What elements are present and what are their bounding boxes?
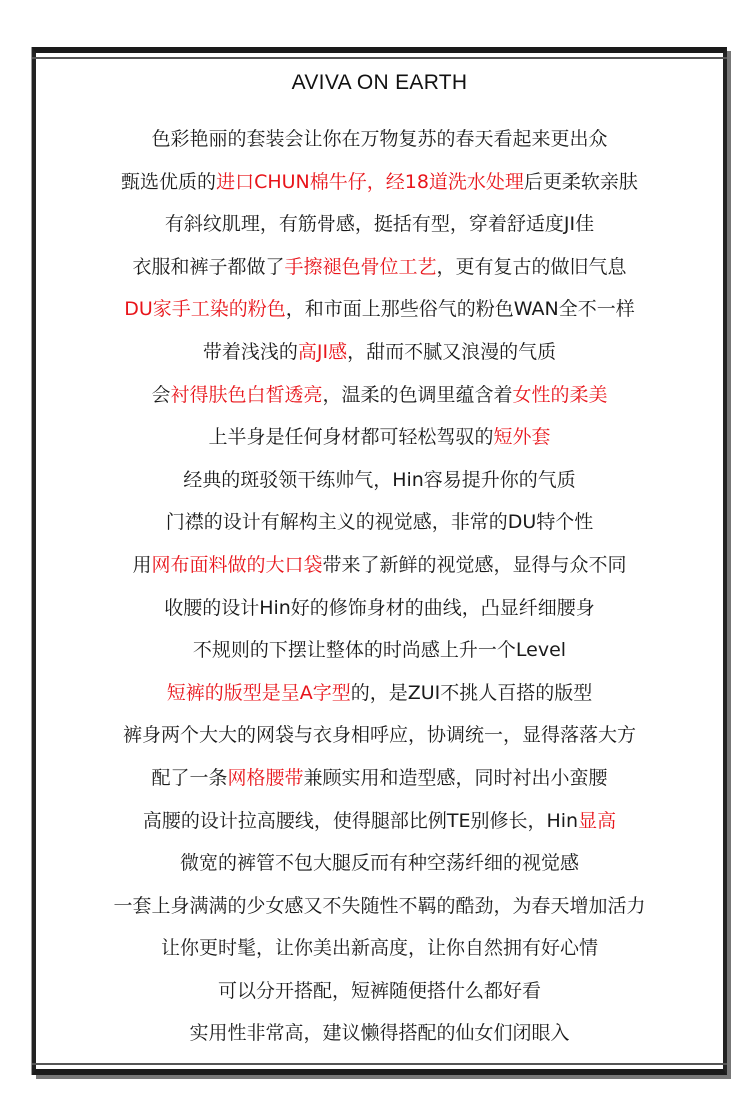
body-text: ，更有复古的做旧气息 [436, 255, 627, 278]
description-line [36, 374, 723, 417]
body-text: 后更柔软亲肤 [523, 170, 638, 193]
body-text: 微宽的裤管不包大腿反而有种空荡纤细的视觉感 [179, 852, 579, 875]
body-text: 经典的斑驳领干练帅气，Hin容易提升你的气质 [183, 468, 576, 491]
description-line [36, 288, 723, 331]
description-line [36, 714, 723, 757]
highlighted-text: 衬得肤色白皙透亮 [170, 383, 323, 406]
description-line [36, 501, 723, 544]
highlighted-text: 短外套 [493, 426, 551, 449]
body-text: 裤身两个大大的网袋与衣身相呼应，协调统一，显得落落大方 [122, 724, 636, 747]
body-text: 上半身是任何身材都可轻松驾驭的 [208, 426, 494, 449]
body-text: 的，是ZUI不挑人百搭的版型 [350, 681, 593, 704]
description-line [36, 416, 723, 459]
body-text: 带着浅浅的 [202, 340, 298, 363]
body-text: 色彩艳丽的套装会让你在万物复苏的春天看起来更出众 [151, 128, 608, 150]
description-line [36, 161, 723, 204]
body-text: 衣服和裤子都做了 [132, 255, 285, 278]
description-lines [36, 118, 723, 1055]
highlighted-text: 网格腰带 [227, 766, 304, 789]
body-text: 一套上身满满的少女感又不失随性不羁的酷劲，为春天增加活力 [113, 894, 646, 917]
description-line [36, 757, 723, 800]
description-line [36, 1012, 723, 1055]
body-text: ，甜而不腻又浪漫的气质 [347, 340, 557, 363]
body-text: 门襟的设计有解构主义的视觉感，非常的DU特个性 [165, 511, 594, 534]
highlighted-text: 手擦褪色骨位工艺 [284, 255, 437, 278]
description-line [36, 544, 723, 587]
body-text: 用 [132, 553, 152, 576]
description-line [36, 203, 723, 246]
description-line [36, 246, 723, 289]
description-line [36, 331, 723, 374]
body-text: 带来了新鲜的视觉感，显得与众不同 [322, 553, 627, 576]
highlighted-text: 女性的柔美 [512, 383, 608, 406]
description-line [36, 800, 723, 843]
text-frame [32, 47, 727, 1075]
body-text: 甄选优质的 [121, 170, 217, 193]
body-text: 不规则的下摆让整体的时尚感上升一个Level [192, 639, 567, 662]
body-text: 可以分开搭配，短裤随便搭什么都好看 [217, 979, 541, 1002]
highlighted-text: 进口CHUN棉牛仔，经18道洗水处理 [216, 170, 524, 193]
body-text: 让你更时髦，让你美出新高度，让你自然拥有好心情 [160, 937, 598, 960]
description-line [36, 842, 723, 885]
highlighted-text: DU家手工染的粉色 [124, 298, 286, 321]
body-text: 实用性非常高，建议懒得搭配的仙女们闭眼入 [189, 1022, 570, 1045]
description-line [36, 118, 723, 161]
body-text: ，和市面上那些俗气的粉色WAN全不一样 [285, 298, 635, 321]
highlighted-text: 网布面料做的大口袋 [151, 553, 323, 576]
body-text: 有斜纹肌理，有筋骨感，挺括有型，穿着舒适度JI佳 [164, 213, 595, 236]
body-text: 会 [151, 383, 171, 406]
body-text: 收腰的设计Hin好的修饰身材的曲线，凸显纤细腰身 [164, 596, 595, 619]
highlighted-text: 高JI感 [297, 340, 348, 363]
description-line [36, 970, 723, 1013]
description-line [36, 629, 723, 672]
highlighted-text: 短裤的版型是呈A字型 [166, 681, 351, 704]
highlighted-text: 显高 [578, 809, 617, 832]
body-text: 配了一条 [151, 766, 228, 789]
description-line [36, 927, 723, 970]
body-text: 高腰的设计拉高腰线，使得腿部比例TE别修长，Hin [142, 809, 579, 832]
description-line [36, 885, 723, 928]
description-line [36, 459, 723, 502]
description-line [36, 587, 723, 630]
description-line [36, 672, 723, 715]
page-title: AVIVA ON EARTH [291, 71, 468, 94]
body-text: ，温柔的色调里蕴含着 [322, 383, 513, 406]
body-text: 兼顾实用和造型感，同时衬出小蛮腰 [303, 766, 608, 789]
